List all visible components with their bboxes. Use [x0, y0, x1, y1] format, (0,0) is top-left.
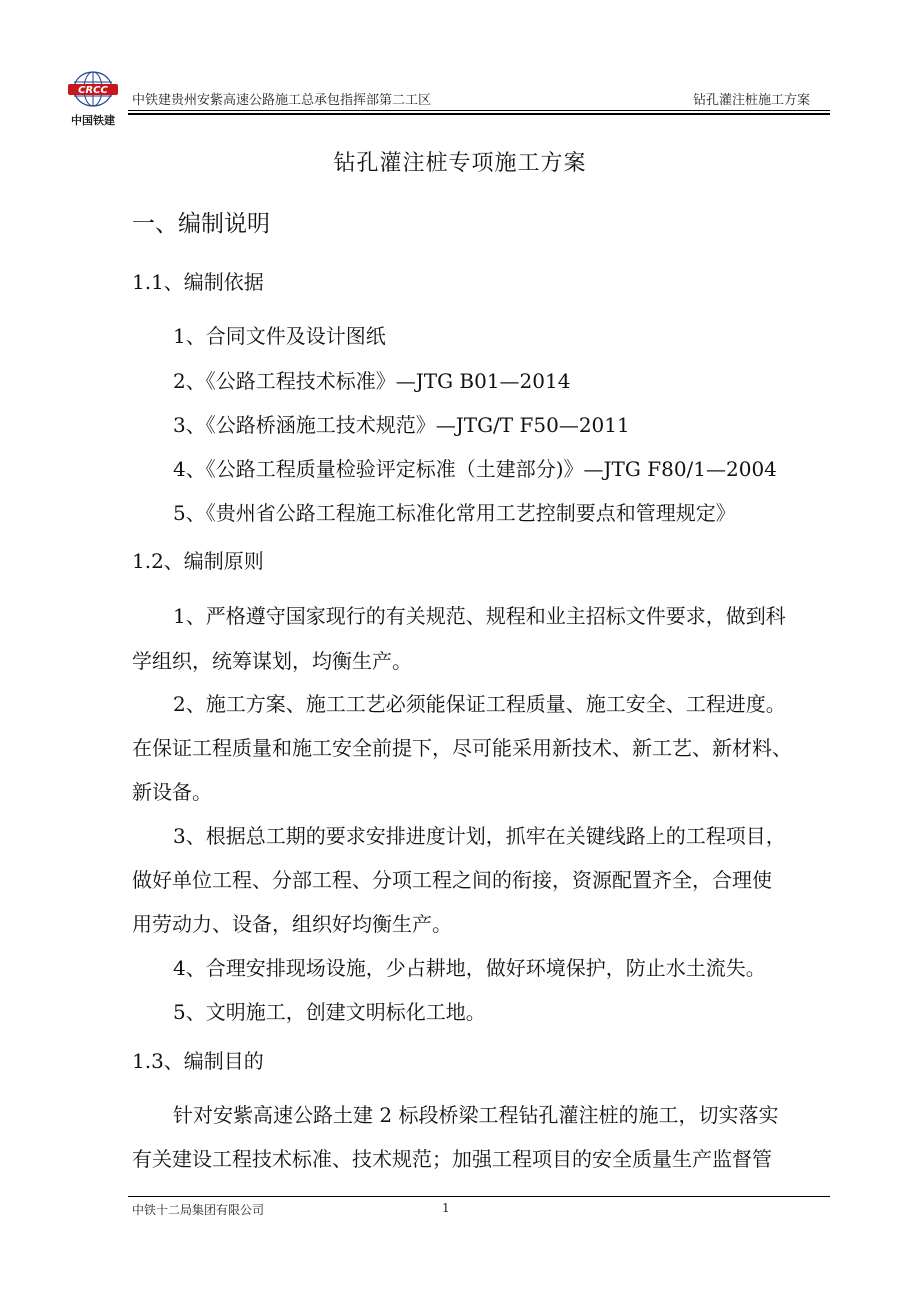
purpose-line: 有关建设工程技术标准、技术规范；加强工程项目的安全质量生产监督管: [132, 1147, 772, 1171]
subsection-heading-1-2: 1.2、编制原则: [132, 549, 264, 573]
header-document-name: 钻孔灌注桩施工方案: [692, 93, 810, 108]
principle-line: 4、合理安排现场设施，少占耕地，做好环境保护，防止水土流失。: [173, 956, 766, 980]
basis-item: 4、《公路工程质量检验评定标准（土建部分)》—JTG F80/1—2004: [173, 457, 777, 481]
principle-line: 2、施工方案、施工工艺必须能保证工程质量、施工安全、工程进度。: [173, 692, 786, 716]
purpose-line: 针对安紫高速公路土建 2 标段桥梁工程钻孔灌注桩的施工，切实落实: [173, 1103, 779, 1127]
subsection-heading-1-3: 1.3、编制目的: [132, 1049, 264, 1073]
principle-line: 1、严格遵守国家现行的有关规范、规程和业主招标文件要求，做到科: [173, 604, 786, 628]
principle-line: 3、根据总工期的要求安排进度计划，抓牢在关键线路上的工程项目，: [173, 824, 786, 848]
principle-line: 在保证工程质量和施工安全前提下，尽可能采用新技术、新工艺、新材料、: [132, 736, 792, 760]
basis-item: 3、《公路桥涵施工技术规范》—JTG/T F50—2011: [173, 413, 630, 437]
header-project-name: 中铁建贵州安紫高速公路施工总承包指挥部第二工区: [132, 93, 432, 108]
crcc-globe-icon: [62, 70, 124, 112]
subsection-heading-1-1: 1.1、编制依据: [132, 270, 264, 294]
footer-company: 中铁十二局集团有限公司: [132, 1203, 265, 1217]
header-rule: [128, 110, 830, 111]
footer-rule: [128, 1196, 830, 1197]
principle-line: 做好单位工程、分部工程、分项工程之间的衔接，资源配置齐全，合理使: [132, 868, 772, 892]
company-logo: [62, 70, 124, 130]
document-title: 钻孔灌注桩专项施工方案: [333, 151, 587, 176]
principle-line: 5、文明施工，创建文明标化工地。: [173, 1000, 486, 1024]
logo-letters: CRCC: [78, 85, 108, 96]
basis-item: 1、合同文件及设计图纸: [173, 324, 386, 348]
logo-text: 中国铁建: [71, 114, 115, 127]
header-rule-thick: [128, 113, 830, 115]
principle-line: 新设备。: [132, 780, 212, 804]
basis-item: 5、《贵州省公路工程施工标准化常用工艺控制要点和管理规定》: [173, 501, 736, 525]
page-number: 1: [442, 1201, 450, 1215]
section-heading: 一、编制说明: [132, 211, 270, 237]
principle-line: 学组织，统筹谋划，均衡生产。: [132, 649, 412, 673]
basis-item: 2、《公路工程技术标准》—JTG B01—2014: [173, 369, 571, 393]
principle-line: 用劳动力、设备，组织好均衡生产。: [132, 912, 452, 936]
